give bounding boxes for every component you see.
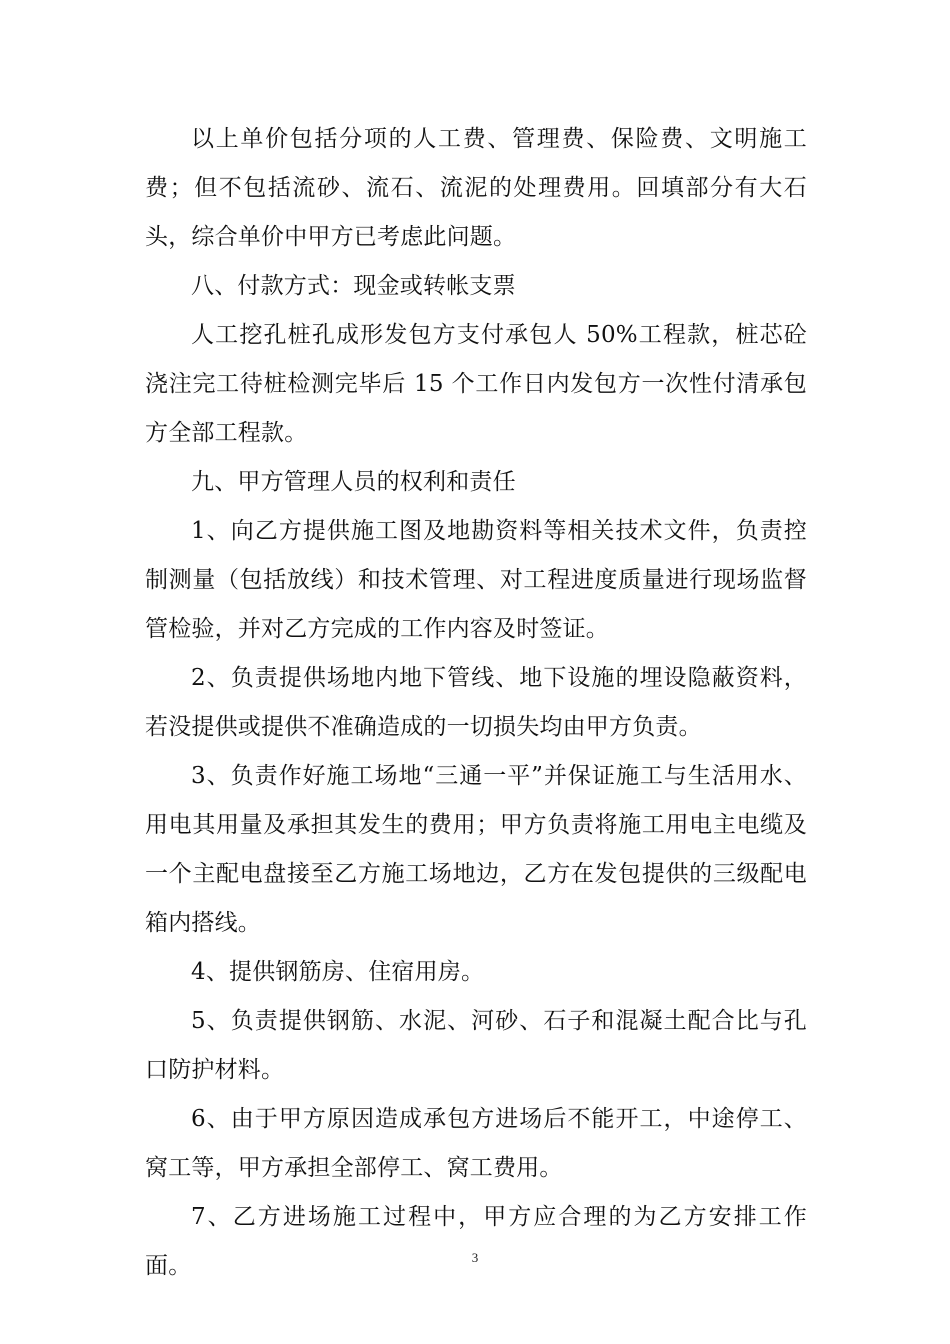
section-heading-payment-method: 八、付款方式：现金或转帐支票 <box>191 273 516 299</box>
page-number: 3 <box>471 1250 479 1265</box>
clause-3-site-utilities: 3、负责作好施工场地“三通一平”并保证施工与生活用水、用电其用量及承担其发生的费用；甲方负责将施工用电主电缆及一个主配电盘接至乙方施工场地边，乙方在发包提供的三级配电箱内搭线。 <box>145 763 807 936</box>
document-body <box>145 115 807 1291</box>
paragraph-unit-price-scope: 以上单价包括分项的人工费、管理费、保险费、文明施工费；但不包括流砂、流石、流泥的处理费用。回填部分有大石头，综合单价中甲方已考虑此问题。 <box>145 126 807 250</box>
clause-4-housing: 4、提供钢筋房、住宿用房。 <box>191 959 485 985</box>
clause-6-work-stoppage: 6、由于甲方原因造成承包方进场后不能开工，中途停工、窝工等，甲方承担全部停工、窝工费用。 <box>145 1106 807 1181</box>
clause-7-work-area: 7、乙方进场施工过程中，甲方应合理的为乙方安排工作面。 <box>145 1204 807 1279</box>
paragraph-payment-terms: 人工挖孔桩孔成形发包方支付承包人 50%工程款，桩芯砼浇注完工待桩检测完毕后 15 个工作日内发包方一次性付清承包方全部工程款。 <box>145 322 807 446</box>
clause-5-materials: 5、负责提供钢筋、水泥、河砂、石子和混凝土配合比与孔口防护材料。 <box>145 1008 807 1083</box>
clause-1-technical-documents: 1、向乙方提供施工图及地勘资料等相关技术文件，负责控制测量（包括放线）和技术管理、对工程进度质量进行现场监督管检验，并对乙方完成的工作内容及时签证。 <box>145 518 807 642</box>
clause-2-underground-data: 2、负责提供场地内地下管线、地下设施的埋设隐蔽资料，若没提供或提供不准确造成的一切损失均由甲方负责。 <box>145 665 807 740</box>
section-heading-party-a-rights: 九、甲方管理人员的权利和责任 <box>191 469 516 495</box>
